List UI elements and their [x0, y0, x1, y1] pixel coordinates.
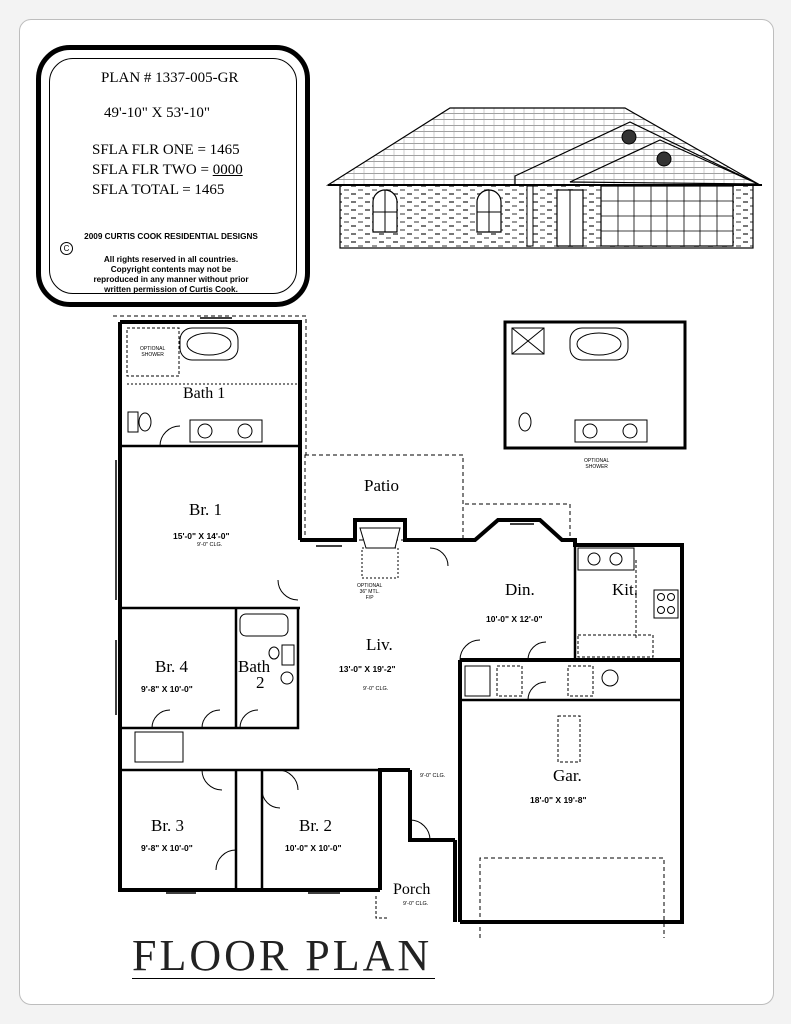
- bedroom-4-size: 9'-8" X 10'-0": [141, 684, 193, 694]
- optional-shower-note: OPTIONAL SHOWER: [140, 346, 166, 358]
- wall-east-wing: [460, 520, 682, 922]
- bedroom-3-size: 9'-8" X 10'-0": [141, 843, 193, 853]
- plan-dimensions: 49'-10" X 53'-10": [104, 105, 210, 121]
- title-underline: [132, 978, 435, 979]
- living-ceiling: 9'-0" CLG.: [363, 686, 389, 692]
- sfla-total-label: SFLA TOTAL =: [92, 182, 195, 198]
- bedroom-1-size: 15'-0" X 14'-0": [173, 531, 230, 541]
- room-garage: Gar.: [553, 766, 582, 785]
- room-bedroom-1: Br. 1: [189, 500, 223, 519]
- sfla-floor-one-value: 1465: [209, 142, 240, 158]
- room-bedroom-3: Br. 3: [151, 816, 185, 835]
- front-elevation: [328, 108, 762, 248]
- wall-porch-west: [380, 770, 410, 890]
- room-patio: Patio: [364, 476, 399, 495]
- garage-size: 18'-0" X 19'-8": [530, 795, 587, 805]
- copyright-icon: C: [60, 242, 73, 255]
- living-size: 13'-0" X 19'-2": [339, 664, 396, 674]
- room-bath-1: Bath 1: [183, 385, 226, 402]
- copyright-line-1: 2009 CURTIS COOK RESIDENTIAL DESIGNS C: [60, 232, 282, 255]
- bedroom-2-size: 10'-0" X 10'-0": [285, 843, 342, 853]
- hall-ceiling: 9'-0" CLG.: [420, 773, 446, 779]
- dining-size: 10'-0" X 12'-0": [486, 614, 543, 624]
- plan-number: PLAN # 1337-005-GR: [101, 70, 239, 86]
- plan-fixtures: [113, 316, 685, 938]
- room-porch: Porch: [393, 881, 431, 898]
- room-bedroom-4: Br. 4: [155, 657, 189, 676]
- copyright-line-2: All rights reserved in all countries.: [103, 255, 239, 264]
- room-dining: Din.: [505, 580, 535, 599]
- room-living: Liv.: [366, 635, 393, 654]
- wall-entry: [410, 770, 455, 840]
- room-kitchen: Kit.: [612, 580, 638, 599]
- room-bath-2: Bath 2: [238, 657, 271, 692]
- fireplace-note: OPTIONAL 36" MTL. F/P: [357, 583, 383, 601]
- room-bedroom-2: Br. 2: [299, 816, 333, 835]
- sfla-floor-one-label: SFLA FLR ONE =: [92, 142, 210, 158]
- sfla-floor-two-label: SFLA FLR TWO =: [92, 162, 213, 178]
- gable-vent-upper: [622, 130, 636, 144]
- porch-ceiling: 9'-0" CLG.: [403, 901, 429, 907]
- copyright-line-5: written permission of Curtis Cook.: [104, 285, 238, 294]
- copyright-line-4: reproduced in any manner without prior: [93, 275, 249, 284]
- floor-plan-title: FLOOR PLAN: [132, 931, 433, 980]
- bedroom-1-ceiling: 9'-0" CLG.: [197, 542, 223, 548]
- copyright-line-3: Copyright contents may not be: [110, 265, 232, 274]
- gable-vent-lower: [657, 152, 671, 166]
- plan-walls: [120, 322, 682, 922]
- porch-column: [527, 186, 533, 246]
- sfla-floor-two-value: 0000: [212, 162, 243, 178]
- optional-shower-alt-note: OPTIONAL SHOWER: [584, 458, 610, 470]
- sfla-total-value: 1465: [194, 182, 225, 198]
